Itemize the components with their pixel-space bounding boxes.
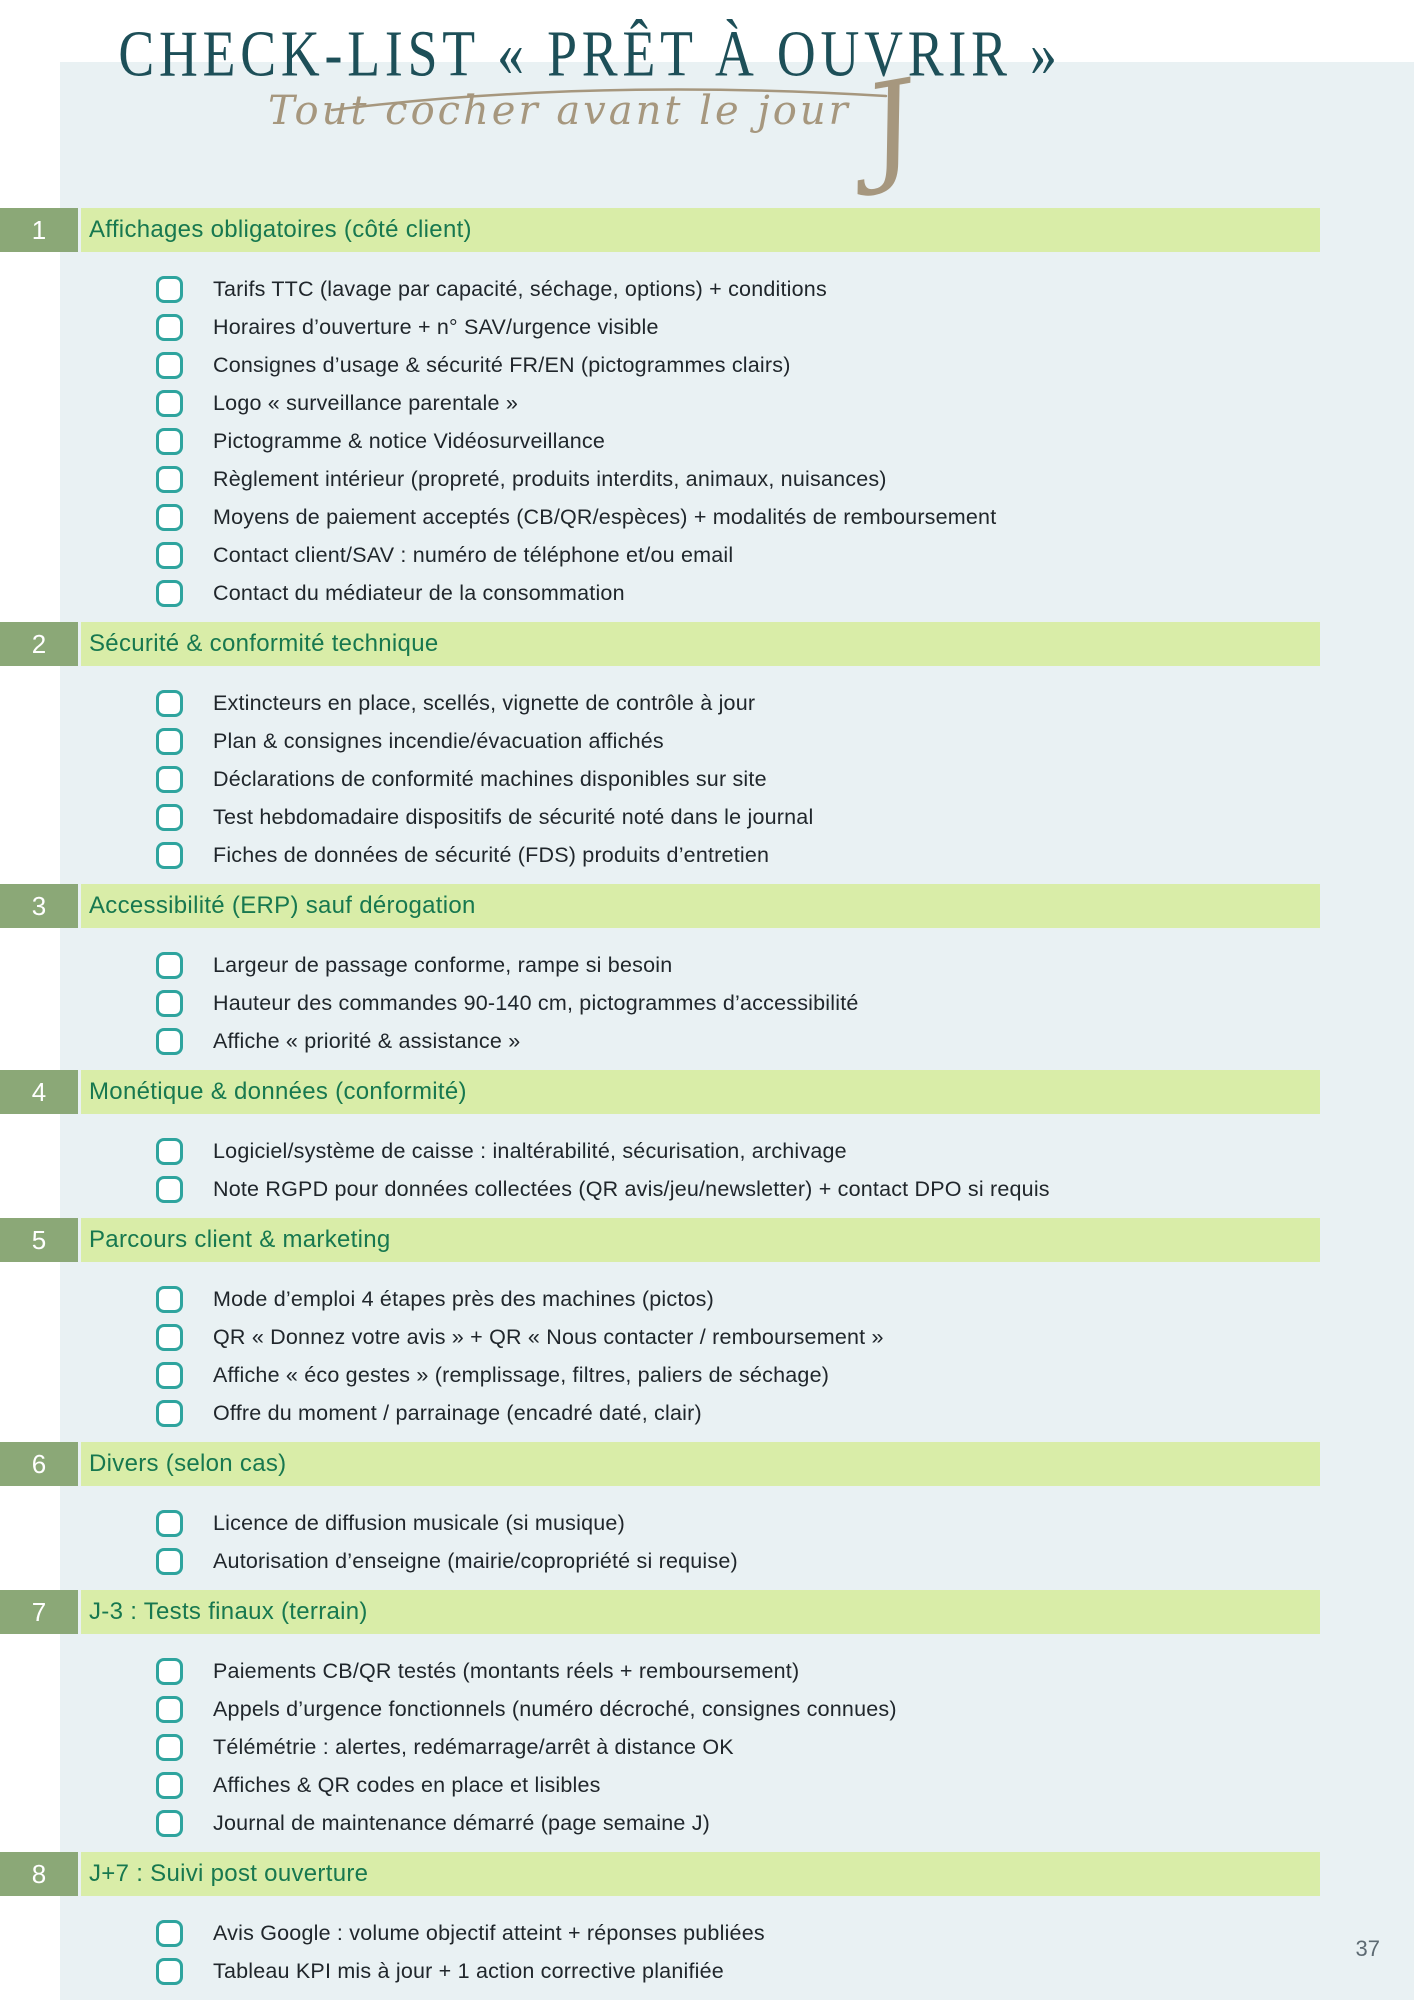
item-label: Autorisation d’enseigne (mairie/copropriété si requise) <box>213 1548 738 1573</box>
section-items <box>0 270 1414 612</box>
section-title-bar <box>81 884 1320 928</box>
section-number-badge: 8 <box>0 1852 78 1896</box>
item-label: Moyens de paiement acceptés (CB/QR/espèces) + modalités de remboursement <box>213 504 997 529</box>
item-label: Offre du moment / parrainage (encadré daté, clair) <box>213 1400 702 1425</box>
checklist-sections <box>0 208 1414 2000</box>
section-header <box>0 622 1414 666</box>
item-label: Affiche « éco gestes » (remplissage, filtres, paliers de séchage) <box>213 1362 830 1387</box>
item-checkbox[interactable] <box>156 690 183 717</box>
section-items <box>0 1504 1414 1580</box>
item-label: Licence de diffusion musicale (si musique) <box>213 1510 625 1535</box>
item-label: Affiche « priorité & assistance » <box>213 1028 521 1053</box>
item-label: Fiches de données de sécurité (FDS) produits d’entretien <box>213 842 770 867</box>
section-items <box>0 1652 1414 1842</box>
checklist-item <box>0 836 1414 874</box>
item-label: QR « Donnez votre avis » + QR « Nous contacter / remboursement » <box>213 1324 884 1349</box>
item-checkbox[interactable] <box>156 1920 183 1947</box>
item-checkbox[interactable] <box>156 1548 183 1575</box>
item-checkbox[interactable] <box>156 504 183 531</box>
item-label: Consignes d’usage & sécurité FR/EN (pictogrammes clairs) <box>213 352 791 377</box>
item-checkbox[interactable] <box>156 766 183 793</box>
section-items <box>0 684 1414 874</box>
section-5 <box>0 1218 1414 1432</box>
item-checkbox[interactable] <box>156 466 183 493</box>
item-checkbox[interactable] <box>156 276 183 303</box>
page-title: CHECK-LIST « PRÊT À OUVRIR » <box>118 17 1062 91</box>
item-checkbox[interactable] <box>156 428 183 455</box>
checklist-item <box>0 1542 1414 1580</box>
item-checkbox[interactable] <box>156 1696 183 1723</box>
item-checkbox[interactable] <box>156 1734 183 1761</box>
page-subtitle: Tout cocher avant le jour <box>267 88 851 134</box>
item-checkbox[interactable] <box>156 1510 183 1537</box>
item-checkbox[interactable] <box>156 1324 183 1351</box>
section-8 <box>0 1852 1414 1990</box>
item-checkbox[interactable] <box>156 1286 183 1313</box>
section-number-badge: 2 <box>0 622 78 666</box>
subtitle-swash-j-glyph: J <box>854 53 925 198</box>
section-3 <box>0 884 1414 1060</box>
section-title-bar <box>81 622 1320 666</box>
checklist-item <box>0 1504 1414 1542</box>
item-label: Appels d’urgence fonctionnels (numéro décroché, consignes connues) <box>213 1696 897 1721</box>
item-checkbox[interactable] <box>156 1658 183 1685</box>
section-title: Monétique & données (conformité) <box>89 1078 467 1105</box>
page-header <box>0 0 1180 198</box>
item-checkbox[interactable] <box>156 580 183 607</box>
item-label: Contact client/SAV : numéro de téléphone et/ou email <box>213 542 734 567</box>
section-4 <box>0 1070 1414 1208</box>
checklist-item <box>0 760 1414 798</box>
section-header <box>0 1590 1414 1634</box>
section-items <box>0 1280 1414 1432</box>
section-number-badge: 3 <box>0 884 78 928</box>
section-header <box>0 1218 1414 1262</box>
checklist-item <box>0 1766 1414 1804</box>
checklist-item <box>0 574 1414 612</box>
item-checkbox[interactable] <box>156 1958 183 1985</box>
item-label: Télémétrie : alertes, redémarrage/arrêt à distance OK <box>213 1734 734 1759</box>
checklist-item <box>0 1132 1414 1170</box>
section-1 <box>0 208 1414 612</box>
item-label: Largeur de passage conforme, rampe si besoin <box>213 952 673 977</box>
checklist-item <box>0 346 1414 384</box>
section-7 <box>0 1590 1414 1842</box>
item-label: Tarifs TTC (lavage par capacité, séchage, options) + conditions <box>213 276 827 301</box>
checklist-item <box>0 1280 1414 1318</box>
section-6 <box>0 1442 1414 1580</box>
section-header <box>0 884 1414 928</box>
checklist-item <box>0 270 1414 308</box>
section-header <box>0 1852 1414 1896</box>
checklist-item <box>0 984 1414 1022</box>
item-label: Journal de maintenance démarré (page semaine J) <box>213 1810 711 1835</box>
item-label: Avis Google : volume objectif atteint + réponses publiées <box>213 1920 765 1945</box>
section-title: Accessibilité (ERP) sauf dérogation <box>89 892 476 919</box>
item-checkbox[interactable] <box>156 390 183 417</box>
checklist-item <box>0 1804 1414 1842</box>
section-title-bar <box>81 1442 1320 1486</box>
checklist-item <box>0 798 1414 836</box>
item-label: Tableau KPI mis à jour + 1 action corrective planifiée <box>213 1958 724 1983</box>
item-checkbox[interactable] <box>156 1176 183 1203</box>
checklist-item <box>0 536 1414 574</box>
checklist-item <box>0 1394 1414 1432</box>
checklist-item <box>0 946 1414 984</box>
checklist-item <box>0 684 1414 722</box>
section-title-bar <box>81 1590 1320 1634</box>
item-checkbox[interactable] <box>156 1028 183 1055</box>
section-header <box>0 1070 1414 1114</box>
item-label: Logiciel/système de caisse : inaltérabilité, sécurisation, archivage <box>213 1138 847 1163</box>
item-checkbox[interactable] <box>156 804 183 831</box>
section-title: J+7 : Suivi post ouverture <box>89 1860 369 1887</box>
item-checkbox[interactable] <box>156 842 183 869</box>
item-label: Règlement intérieur (propreté, produits interdits, animaux, nuisances) <box>213 466 887 491</box>
checklist-item <box>0 722 1414 760</box>
section-title-bar <box>81 1852 1320 1896</box>
section-items <box>0 1132 1414 1208</box>
item-label: Plan & consignes incendie/évacuation affichés <box>213 728 664 753</box>
item-label: Extincteurs en place, scellés, vignette de contrôle à jour <box>213 690 756 715</box>
checklist-item <box>0 1914 1414 1952</box>
checklist-item <box>0 1170 1414 1208</box>
checklist-item <box>0 498 1414 536</box>
item-label: Horaires d’ouverture + n° SAV/urgence visible <box>213 314 659 339</box>
item-label: Pictogramme & notice Vidéosurveillance <box>213 428 606 453</box>
item-checkbox[interactable] <box>156 952 183 979</box>
checklist-item <box>0 1318 1414 1356</box>
item-label: Paiements CB/QR testés (montants réels + remboursement) <box>213 1658 800 1683</box>
section-number-badge: 5 <box>0 1218 78 1262</box>
section-number-badge: 4 <box>0 1070 78 1114</box>
section-title: Divers (selon cas) <box>89 1450 287 1477</box>
checklist-item <box>0 1022 1414 1060</box>
item-label: Logo « surveillance parentale » <box>213 390 519 415</box>
item-checkbox[interactable] <box>156 352 183 379</box>
item-checkbox[interactable] <box>156 1772 183 1799</box>
section-number-badge: 1 <box>0 208 78 252</box>
section-header <box>0 1442 1414 1486</box>
section-items <box>0 946 1414 1060</box>
item-label: Mode d’emploi 4 étapes près des machines (pictos) <box>213 1286 714 1311</box>
item-label: Affiches & QR codes en place et lisibles <box>213 1772 601 1797</box>
item-checkbox[interactable] <box>156 1810 183 1837</box>
section-title-bar <box>81 1070 1320 1114</box>
section-title-bar <box>81 208 1320 252</box>
section-2 <box>0 622 1414 874</box>
section-title: J-3 : Tests finaux (terrain) <box>89 1598 368 1625</box>
section-header <box>0 208 1414 252</box>
checklist-item <box>0 1728 1414 1766</box>
item-label: Hauteur des commandes 90-140 cm, pictogrammes d’accessibilité <box>213 990 859 1015</box>
item-checkbox[interactable] <box>156 542 183 569</box>
checklist-item <box>0 1690 1414 1728</box>
item-label: Contact du médiateur de la consommation <box>213 580 625 605</box>
checklist-item <box>0 1952 1414 1990</box>
section-number-badge: 7 <box>0 1590 78 1634</box>
item-checkbox[interactable] <box>156 728 183 755</box>
page-number: 37 <box>1355 1936 1380 1961</box>
section-title: Parcours client & marketing <box>89 1226 391 1253</box>
checklist-item <box>0 1356 1414 1394</box>
checklist-item <box>0 422 1414 460</box>
checklist-item <box>0 384 1414 422</box>
item-checkbox[interactable] <box>156 1138 183 1165</box>
section-title: Sécurité & conformité technique <box>89 630 439 657</box>
item-checkbox[interactable] <box>156 990 183 1017</box>
item-label: Déclarations de conformité machines disponibles sur site <box>213 766 767 791</box>
item-checkbox[interactable] <box>156 314 183 341</box>
checklist-item <box>0 308 1414 346</box>
item-label: Note RGPD pour données collectées (QR avis/jeu/newsletter) + contact DPO si requis <box>213 1176 1050 1201</box>
section-title-bar <box>81 1218 1320 1262</box>
checklist-item <box>0 460 1414 498</box>
item-label: Test hebdomadaire dispositifs de sécurité noté dans le journal <box>213 804 814 829</box>
section-number-badge: 6 <box>0 1442 78 1486</box>
checklist-item <box>0 1652 1414 1690</box>
section-title: Affichages obligatoires (côté client) <box>89 216 472 243</box>
item-checkbox[interactable] <box>156 1362 183 1389</box>
item-checkbox[interactable] <box>156 1400 183 1427</box>
section-items <box>0 1914 1414 1990</box>
